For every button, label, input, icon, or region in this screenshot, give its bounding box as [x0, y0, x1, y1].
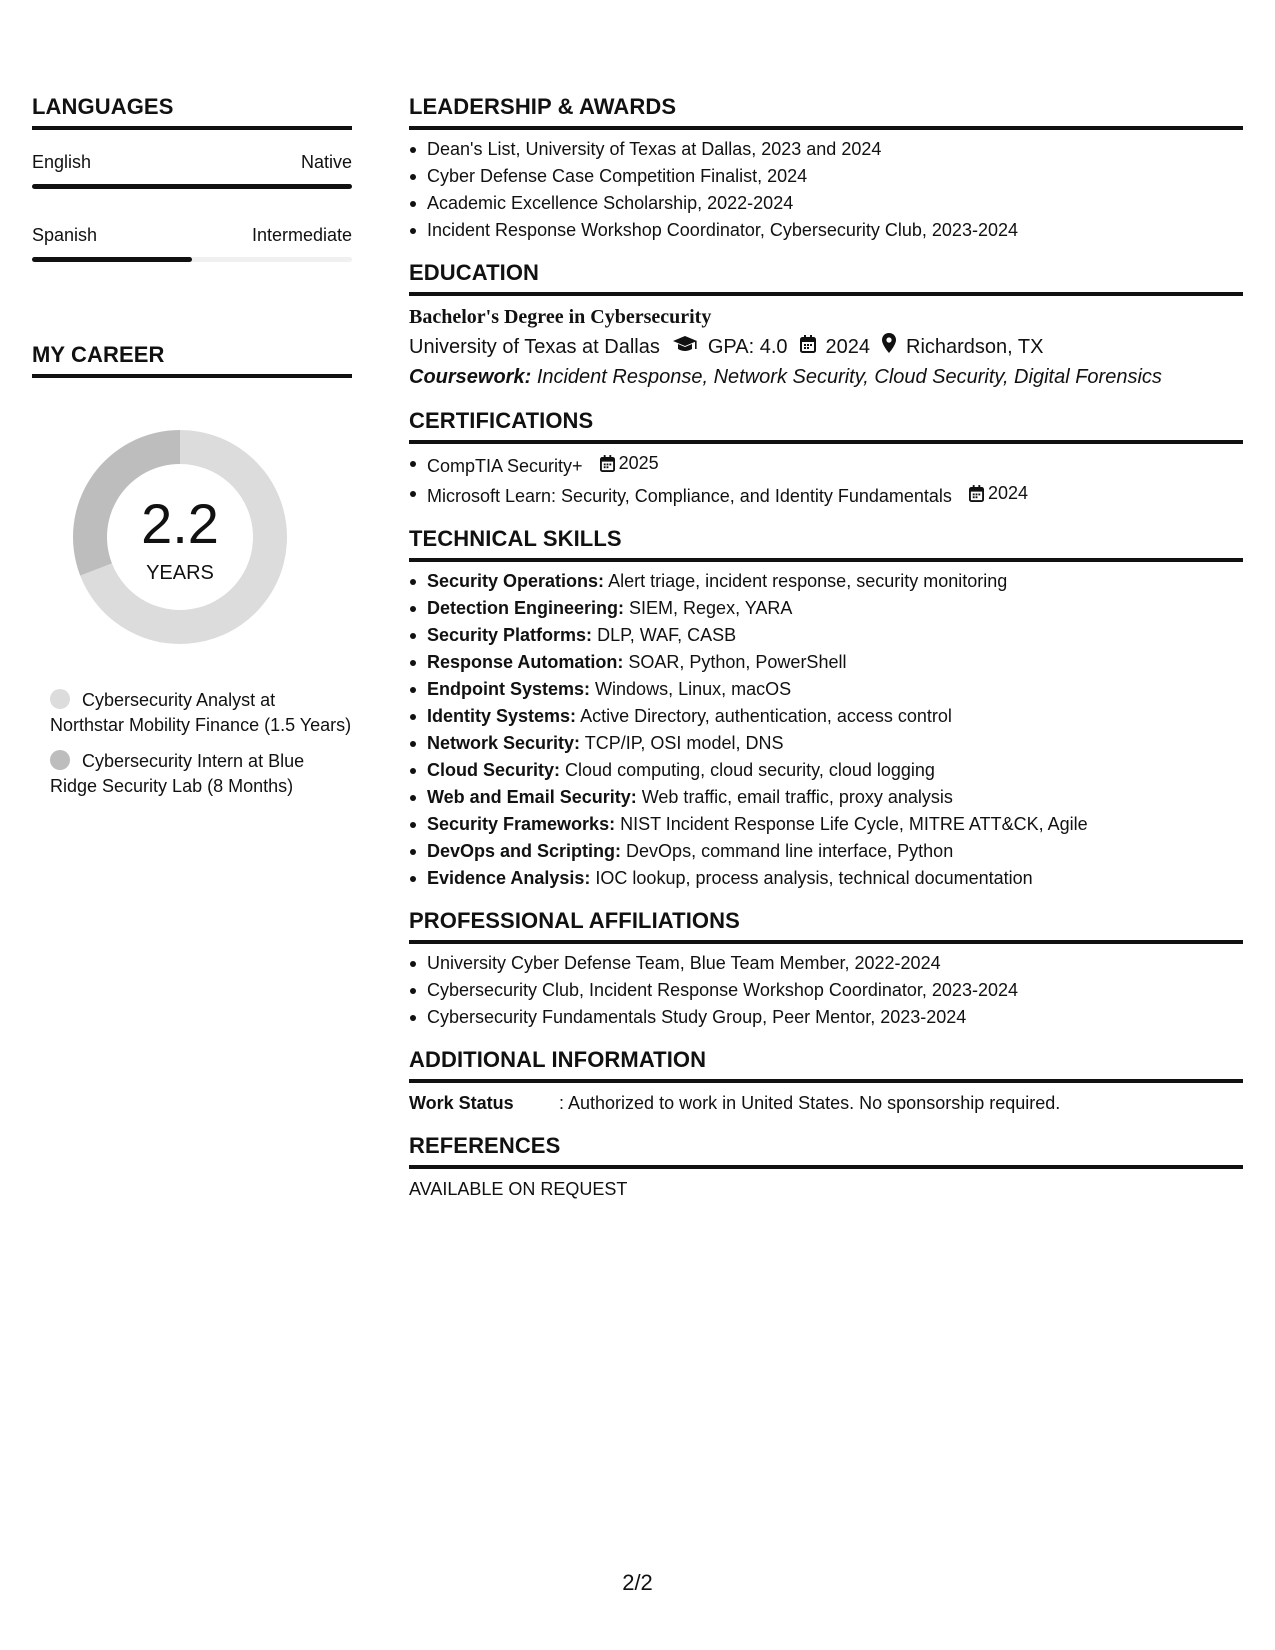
skill-label: Security Platforms: — [427, 625, 593, 645]
language-item — [32, 223, 352, 262]
skills-heading: TECHNICAL SKILLS — [409, 526, 1243, 562]
skill-item — [427, 838, 1243, 865]
education-meta — [409, 332, 1243, 362]
skill-item — [427, 595, 1243, 622]
skill-item — [427, 784, 1243, 811]
list-item: Academic Excellence Scholarship, 2022-2024 — [427, 190, 1243, 217]
skill-item — [427, 703, 1243, 730]
page-number: 2/2 — [622, 1570, 653, 1595]
list-item: Cybersecurity Club, Incident Response Workshop Coordinator, 2023-2024 — [427, 977, 1243, 1004]
certifications-heading: CERTIFICATIONS — [409, 408, 1243, 444]
career-donut-chart — [65, 422, 295, 652]
skill-label: Identity Systems: — [427, 706, 577, 726]
career-legend — [32, 688, 352, 798]
list-item: Dean's List, University of Texas at Dallas, 2023 and 2024 — [427, 136, 1243, 163]
gpa: GPA: 4.0 — [707, 336, 788, 358]
calendar-icon — [800, 332, 816, 362]
career-legend-item — [50, 749, 352, 798]
language-proficiency-bar — [32, 184, 352, 189]
references-text: AVAILABLE ON REQUEST — [409, 1179, 628, 1199]
career-legend-label: Cybersecurity Intern at Blue Ridge Security Lab (8 Months) — [50, 751, 305, 796]
work-status-row — [409, 1089, 1243, 1117]
right-column — [409, 94, 1243, 1219]
graduation-year: 2024 — [825, 336, 871, 358]
references-section — [409, 1133, 1243, 1203]
career-total-value: 2.2 — [141, 492, 219, 555]
language-proficiency-bar — [32, 257, 352, 262]
skill-label: Evidence Analysis: — [427, 868, 591, 888]
skills-list — [409, 568, 1243, 892]
list-item: Cybersecurity Fundamentals Study Group, Peer Mentor, 2023-2024 — [427, 1004, 1243, 1031]
graduation-cap-icon — [672, 332, 698, 362]
location-pin-icon — [882, 332, 896, 362]
skill-value: IOC lookup, process analysis, technical documentation — [595, 868, 1033, 888]
skills-section — [409, 526, 1243, 892]
skill-label: Security Operations: — [427, 571, 605, 591]
skill-label: Security Frameworks: — [427, 814, 616, 834]
skill-value: Alert triage, incident response, security monitoring — [608, 571, 1008, 591]
skill-value: Web traffic, email traffic, proxy analysis — [641, 787, 953, 807]
language-name: Spanish — [32, 225, 98, 245]
work-status-key: Work Status — [409, 1093, 514, 1113]
skill-value: NIST Incident Response Life Cycle, MITRE ATT&CK, Agile — [620, 814, 1088, 834]
left-column — [32, 94, 352, 810]
skill-label: Response Automation: — [427, 652, 624, 672]
education-heading: EDUCATION — [409, 260, 1243, 296]
skill-item — [427, 676, 1243, 703]
skill-item — [427, 622, 1243, 649]
skill-item — [427, 568, 1243, 595]
certifications-section — [409, 408, 1243, 510]
languages-section — [32, 94, 352, 262]
skill-value: SOAR, Python, PowerShell — [628, 652, 847, 672]
coursework — [409, 362, 1243, 392]
education-section — [409, 260, 1243, 392]
school-name: University of Texas at Dallas — [409, 336, 660, 358]
calendar-icon — [969, 485, 984, 502]
additional-info-heading: ADDITIONAL INFORMATION — [409, 1047, 1243, 1083]
affiliations-section — [409, 908, 1243, 1031]
career-total-unit: YEARS — [146, 562, 214, 584]
language-item — [32, 150, 352, 189]
skill-item — [427, 865, 1243, 892]
list-item: Cyber Defense Case Competition Finalist, 2024 — [427, 163, 1243, 190]
coursework-label: Coursework: — [409, 366, 532, 388]
work-status-value: : Authorized to work in United States. No sponsorship required. — [559, 1093, 1061, 1113]
skill-value: DevOps, command line interface, Python — [626, 841, 954, 861]
degree-title: Bachelor's Degree in Cybersecurity — [409, 306, 712, 328]
skill-value: Windows, Linux, macOS — [595, 679, 792, 699]
language-level: Native — [300, 152, 352, 172]
certification-year: 2025 — [618, 453, 659, 473]
education-location: Richardson, TX — [906, 336, 1044, 358]
legend-dot — [50, 689, 70, 709]
skill-value: SIEM, Regex, YARA — [629, 598, 793, 618]
career-heading: MY CAREER — [32, 342, 352, 378]
skill-value: Active Directory, authentication, access control — [580, 706, 952, 726]
coursework-list: Incident Response, Network Security, Cloud Security, Digital Forensics — [536, 366, 1162, 388]
language-name: English — [32, 152, 92, 172]
language-proficiency-fill — [32, 184, 352, 189]
list-item — [427, 450, 1243, 480]
skill-label: Web and Email Security: — [427, 787, 637, 807]
certification-year: 2024 — [987, 483, 1028, 503]
calendar-icon — [600, 455, 615, 472]
affiliations-heading: PROFESSIONAL AFFILIATIONS — [409, 908, 1243, 944]
skill-label: Cloud Security: — [427, 760, 561, 780]
certification-name: CompTIA Security+ — [427, 456, 583, 476]
list-item: Incident Response Workshop Coordinator, Cybersecurity Club, 2023-2024 — [427, 217, 1243, 244]
additional-info-section — [409, 1047, 1243, 1117]
language-level: Intermediate — [251, 225, 352, 245]
references-heading: REFERENCES — [409, 1133, 1243, 1169]
skill-item — [427, 757, 1243, 784]
certification-name: Microsoft Learn: Security, Compliance, and Identity Fundamentals — [427, 486, 952, 506]
leadership-heading: LEADERSHIP & AWARDS — [409, 94, 1243, 130]
skill-value: TCP/IP, OSI model, DNS — [584, 733, 784, 753]
skill-item — [427, 811, 1243, 838]
career-legend-label: Cybersecurity Analyst at Northstar Mobility Finance (1.5 Years) — [50, 690, 352, 735]
languages-heading: LANGUAGES — [32, 94, 352, 130]
language-proficiency-fill — [32, 257, 192, 262]
skill-label: Endpoint Systems: — [427, 679, 591, 699]
list-item — [427, 480, 1243, 510]
career-section — [32, 342, 352, 798]
skill-value: DLP, WAF, CASB — [597, 625, 737, 645]
legend-dot — [50, 750, 70, 770]
skill-label: Detection Engineering: — [427, 598, 625, 618]
career-legend-item — [50, 688, 352, 737]
skill-item — [427, 730, 1243, 757]
leadership-section — [409, 94, 1243, 244]
list-item: University Cyber Defense Team, Blue Team Member, 2022-2024 — [427, 950, 1243, 977]
skill-label: Network Security: — [427, 733, 581, 753]
skill-value: Cloud computing, cloud security, cloud logging — [565, 760, 935, 780]
skill-label: DevOps and Scripting: — [427, 841, 622, 861]
skill-item — [427, 649, 1243, 676]
